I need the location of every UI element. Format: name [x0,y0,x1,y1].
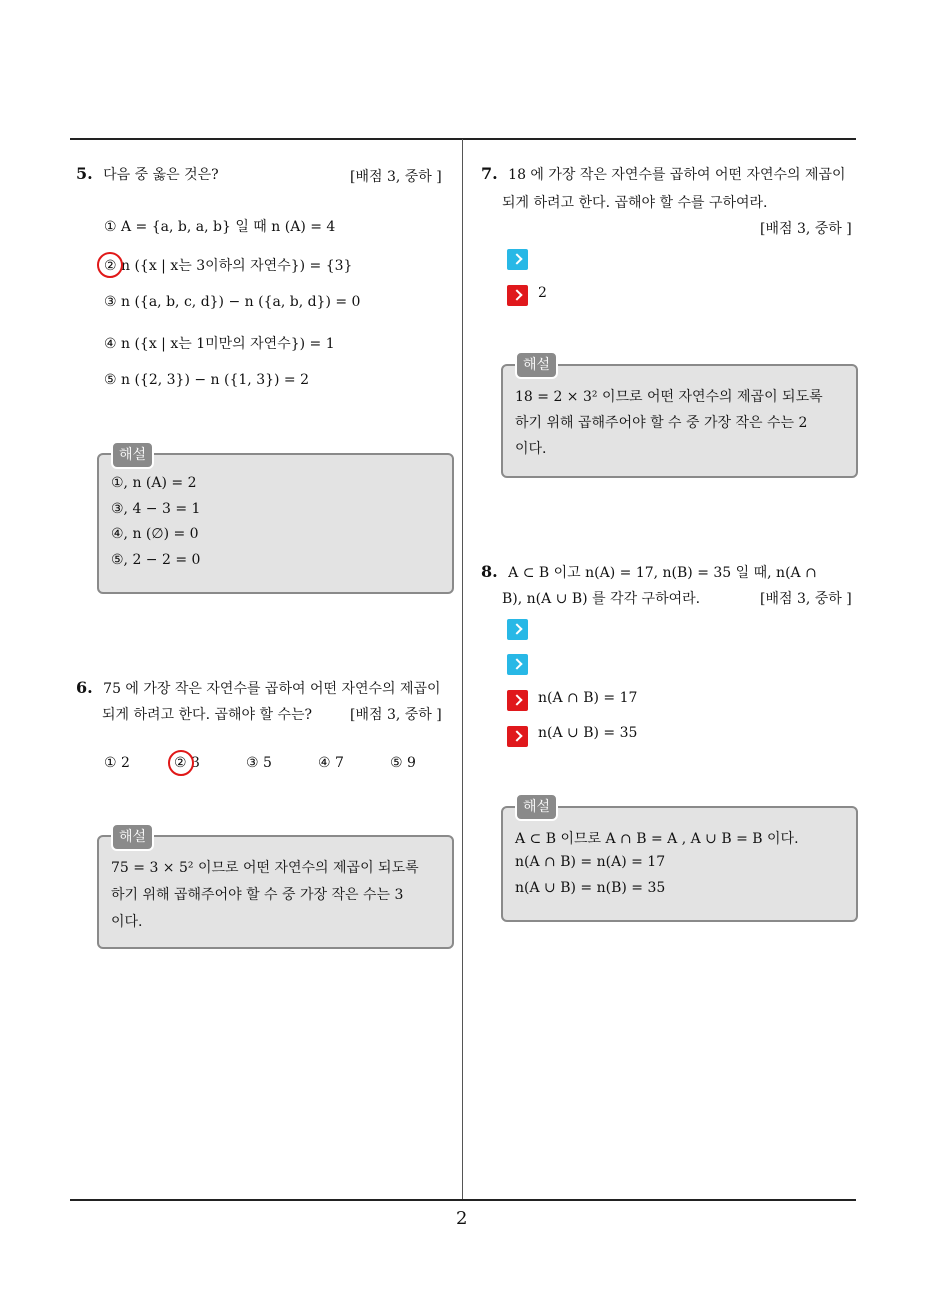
q8-blank-answer-icon [507,654,528,675]
page-number: 2 [456,1208,468,1229]
q5-score: [배점 3, 중하 ] [350,169,442,185]
q8-answer-icon [507,726,528,747]
q5-choice-1[interactable]: ① A = {a, b, a, b} 일 때 n (A) = 4 [104,219,336,235]
column-divider [462,139,463,1201]
q6-number: 6. [76,678,93,697]
q8-number: 8. [481,562,498,581]
q5-explanation-line: ①, n (A) = 2 [111,475,197,491]
q8-answer-2: n(A ∪ B) = 35 [538,725,638,741]
q7-explanation-line: 18 = 2 × 3² 이므로 어떤 자연수의 제곱이 되도록 [515,389,823,405]
q5-text: 다음 중 옳은 것은? [103,167,219,183]
q6-question-line1 [76,678,441,698]
q8-answer-1: n(A ∩ B) = 17 [538,690,638,706]
q7-explanation-tag: 해설 [515,351,558,379]
q8-explanation-tag: 해설 [515,793,558,821]
q5-number: 5. [76,164,93,183]
q8-explanation-line: n(A ∪ B) = n(B) = 35 [515,880,666,896]
q8-question-line2: B), n(A ∪ B) 를 각각 구하여라. [502,591,701,607]
q8-text: A ⊂ B 이고 n(A) = 17, n(B) = 35 일 때, n(A ∩ [508,565,817,581]
q6-text: 75 에 가장 작은 자연수를 곱하여 어떤 자연수의 제곱이 [103,681,441,697]
top-rule [70,138,856,140]
q7-question-line2: 되게 하려고 한다. 곱해야 할 수를 구하여라. [502,195,768,211]
q6-choice-1[interactable]: ① 2 [104,755,130,771]
q5-choice-2[interactable]: ② n ({x | x는 3이하의 자연수}) = {3} [104,258,353,274]
q6-choice-2[interactable]: ② 3 [174,755,200,771]
q5-explanation-tag: 해설 [111,441,154,469]
q8-explanation-line: n(A ∩ B) = n(A) = 17 [515,854,666,870]
q8-score: [배점 3, 중하 ] [760,591,852,607]
q6-explanation-line: 하기 위해 곱해주어야 할 수 중 가장 작은 수는 3 [111,887,404,903]
q7-score: [배점 3, 중하 ] [760,221,852,237]
q7-number: 7. [481,164,498,183]
q5-explanation-line: ③, 4 − 3 = 1 [111,501,201,517]
q8-explanation-line: A ⊂ B 이므로 A ∩ B = A , A ∪ B = B 이다. [515,831,799,847]
q6-selected-mark [168,750,194,776]
q7-explanation-line: 이다. [515,441,547,457]
q8-question-line1 [481,562,817,582]
q5-choice-3[interactable]: ③ n ({a, b, c, d}) − n ({a, b, d}) = 0 [104,294,361,310]
q5-question [76,164,219,184]
q8-blank-answer-icon [507,619,528,640]
q5-explanation-line: ④, n (∅) = 0 [111,526,199,542]
q7-text: 18 에 가장 작은 자연수를 곱하여 어떤 자연수의 제곱이 [508,167,846,183]
q6-explanation-tag: 해설 [111,823,154,851]
q6-choice-5[interactable]: ⑤ 9 [390,755,416,771]
q7-explanation-line: 하기 위해 곱해주어야 할 수 중 가장 작은 수는 2 [515,415,808,431]
q6-choice-4[interactable]: ④ 7 [318,755,344,771]
q7-blank-answer-icon [507,249,528,270]
q5-choice-4[interactable]: ④ n ({x | x는 1미만의 자연수}) = 1 [104,336,335,352]
q6-explanation-line: 이다. [111,914,143,930]
q6-choice-3[interactable]: ③ 5 [246,755,272,771]
q7-answer-icon [507,285,528,306]
q8-answer-icon [507,690,528,711]
q5-selected-mark [97,252,123,278]
q6-explanation-line: 75 = 3 × 5² 이므로 어떤 자연수의 제곱이 되도록 [111,860,419,876]
q5-choice-5[interactable]: ⑤ n ({2, 3}) − n ({1, 3}) = 2 [104,372,310,388]
q5-explanation-line: ⑤, 2 − 2 = 0 [111,552,201,568]
q6-score: [배점 3, 중하 ] [350,707,442,723]
q6-question-line2: 되게 하려고 한다. 곱해야 할 수는? [102,707,313,723]
bottom-rule [70,1199,856,1201]
q7-answer: 2 [538,285,547,301]
q7-question-line1 [481,164,846,184]
